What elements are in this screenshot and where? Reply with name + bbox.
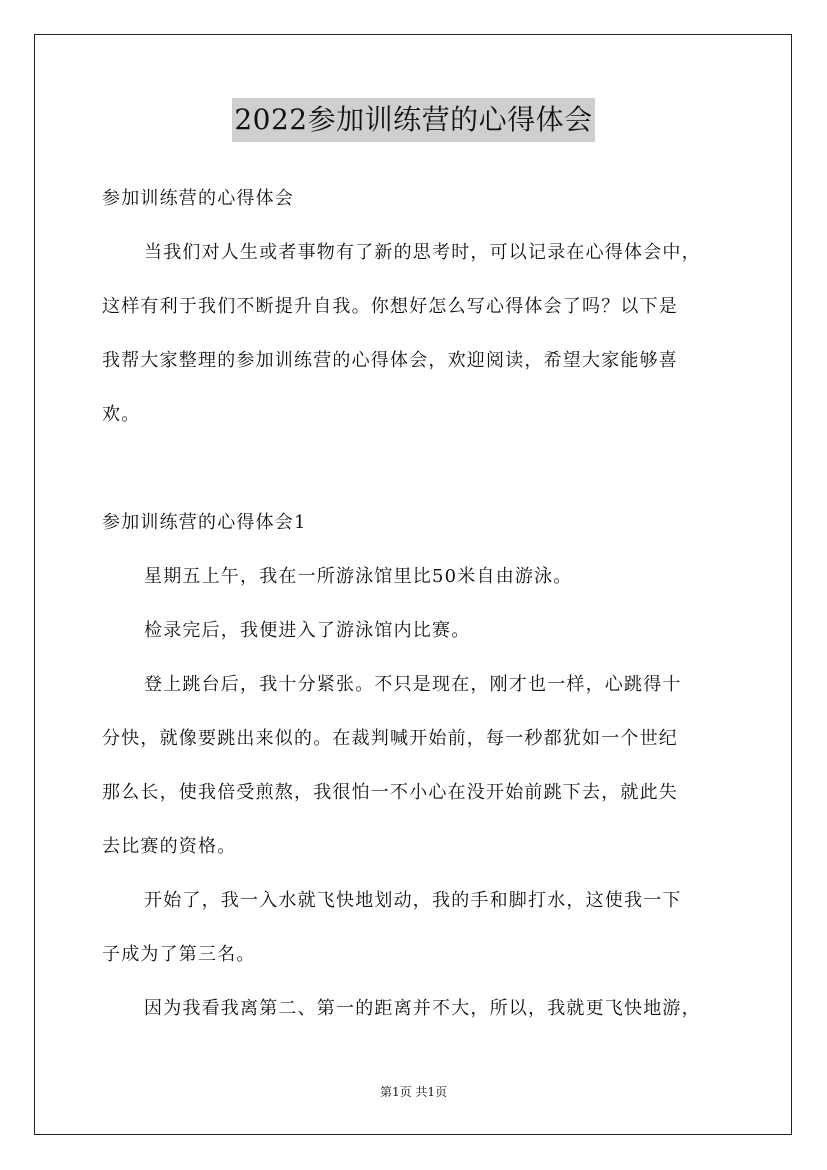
paragraph-line: 分快，就像要跳出来似的。在裁判喊开始前，每一秒都犹如一个世纪 <box>102 728 678 749</box>
page-number: 第1页 共1页 <box>379 1085 448 1099</box>
page-footer <box>0 1084 827 1100</box>
intro-line: 欢。 <box>102 404 141 425</box>
paragraph-line: 那么长，使我倍受煎熬，我很怕一不小心在没开始前跳下去，就此失 <box>102 782 678 803</box>
intro-line: 这样有利于我们不断提升自我。你想好怎么写心得体会了吗？以下是 <box>102 296 678 317</box>
paragraph-line: 因为我看我离第二、第一的距离并不大，所以，我就更飞快地游， <box>144 998 701 1019</box>
paragraph-line: 登上跳台后，我十分紧张。不只是现在，刚才也一样，心跳得十 <box>144 674 682 695</box>
paragraph-gap <box>102 442 728 496</box>
section-heading: 参加训练营的心得体会1 <box>102 512 307 533</box>
document-title: 2022参加训练营的心得体会 <box>232 98 594 142</box>
intro-line: 我帮大家整理的参加训练营的心得体会，欢迎阅读，希望大家能够喜 <box>102 350 678 371</box>
subtitle: 参加训练营的心得体会 <box>102 188 294 209</box>
paragraph-line: 开始了，我一入水就飞快地划动，我的手和脚打水，这使我一下 <box>144 890 682 911</box>
paragraph-line: 子成为了第三名。 <box>102 944 256 965</box>
paragraph-line: 去比赛的资格。 <box>102 836 237 857</box>
document-body <box>102 172 728 1036</box>
paragraph-line: 星期五上午，我在一所游泳馆里比50米自由游泳。 <box>144 566 573 587</box>
intro-line: 当我们对人生或者事物有了新的思考时，可以记录在心得体会中， <box>144 242 701 263</box>
title-container <box>0 98 827 142</box>
paragraph-line: 检录完后，我便进入了游泳馆内比赛。 <box>144 620 471 641</box>
